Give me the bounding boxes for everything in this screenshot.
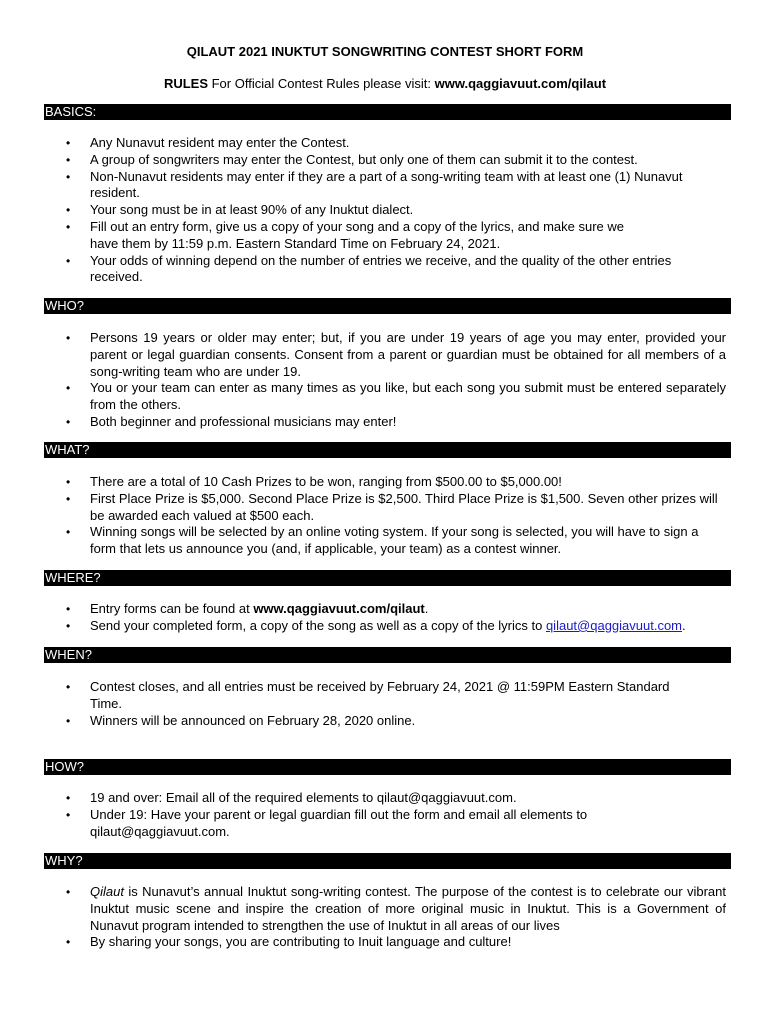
list-item: • Winning songs will be selected by an online voting system. If your song is selected, you will have to sign a form that lets us announce you (and, if applicable, your team) as a contest winner.: [66, 524, 699, 557]
bullet-icon: •: [66, 331, 71, 345]
bullet-icon: •: [66, 475, 71, 489]
bullet-icon: •: [66, 414, 71, 429]
list-item: • Qilaut is Nunavut’s annual Inuktut song-writing contest. The purpose of the contest is to celebrate our vibrant Inuktut music scene and inspire the creation of more original music in Inuktut. This is a Government of Nunavut program intended to strengthen the use of Inuktut in all areas of our lives: [66, 884, 726, 933]
bullet-icon: •: [66, 791, 71, 805]
list-item: • Fill out an entry form, give us a copy of your song and a copy of the lyrics, and make sure we have them by 11:59 p.m. Eastern Standard Time on February 24, 2021.: [66, 218, 624, 251]
bullet-icon: •: [66, 618, 71, 633]
list-item: • You or your team can enter as many times as you like, but each song you submit must be entered separately from the others.: [66, 380, 726, 413]
entry-form-url[interactable]: www.qaggiavuut.com/qilaut: [253, 601, 425, 616]
where-list: [64, 601, 726, 635]
list-item: • Both beginner and professional musicians may enter!: [66, 413, 397, 429]
bullet-icon: •: [66, 680, 71, 694]
bullet-icon: •: [66, 219, 71, 234]
bullet-icon: •: [66, 491, 71, 506]
bullet-icon: •: [66, 602, 71, 616]
bullet-icon: •: [66, 253, 71, 268]
list-item: • Winners will be announced on February 28, 2020 online.: [66, 712, 416, 728]
list-item: • Under 19: Have your parent or legal guardian fill out the form and email all elements to qilaut@qaggiavuut.com.: [66, 806, 588, 839]
section-heading-who: WHO?: [44, 298, 731, 314]
list-item: • First Place Prize is $5,000. Second Place Prize is $2,500. Third Place Prize is $1,500. Seven other prizes will be awarded each valued at $500 each.: [66, 490, 718, 523]
rules-line: [0, 76, 770, 91]
section-heading-when: WHEN?: [44, 647, 731, 663]
when-list: [64, 679, 726, 729]
list-item: • A group of songwriters may enter the Contest, but only one of them can submit it to the contest.: [66, 151, 638, 167]
section-heading-why: WHY?: [44, 853, 731, 869]
what-list: [64, 474, 726, 558]
list-item: • Send your completed form, a copy of the song as well as a copy of the lyrics to qilaut@qaggiavuut.com.: [66, 617, 686, 633]
list-item: • There are a total of 10 Cash Prizes to be won, ranging from $500.00 to $5,000.00!: [66, 474, 562, 489]
list-item: • Contest closes, and all entries must be received by February 24, 2021 @ 11:59PM Eastern Standard Time.: [66, 679, 670, 711]
list-item: • Your odds of winning depend on the number of entries we receive, and the quality of the other entries received.: [66, 252, 672, 285]
section-heading-what: WHAT?: [44, 442, 731, 458]
bullet-icon: •: [66, 381, 71, 396]
bullet-icon: •: [66, 203, 71, 218]
how-list: [64, 790, 726, 840]
why-list: [64, 884, 726, 951]
rules-url[interactable]: www.qaggiavuut.com/qilaut: [434, 76, 607, 91]
page-title: QILAUT 2021 INUKTUT SONGWRITING CONTEST SHORT FORM: [186, 44, 584, 59]
bullet-icon: •: [66, 525, 71, 540]
bullet-icon: •: [66, 885, 71, 899]
section-heading-basics: BASICS:: [44, 104, 731, 120]
list-item: • Your song must be in at least 90% of any Inuktut dialect.: [66, 202, 414, 218]
list-item: • By sharing your songs, you are contributing to Inuit language and culture!: [66, 934, 512, 950]
section-heading-how: HOW?: [44, 759, 731, 775]
list-item: • Persons 19 years or older may enter; but, if you are under 19 years of age you may enter, provided your parent or legal guardian consents. Consent from a parent or guardian must be obtained for all members of a song-writing team who are under 19.: [66, 330, 726, 379]
bullet-icon: •: [66, 935, 71, 950]
bullet-icon: •: [66, 152, 71, 167]
rules-text: For Official Contest Rules please visit:: [208, 76, 435, 91]
list-item: • 19 and over: Email all of the required elements to qilaut@qaggiavuut.com.: [66, 790, 517, 805]
bullet-icon: •: [66, 136, 71, 150]
rules-label: RULES: [163, 76, 208, 91]
bullet-icon: •: [66, 169, 71, 184]
who-list: [64, 330, 726, 431]
list-item: • Entry forms can be found at www.qaggiavuut.com/qilaut.: [66, 601, 429, 616]
bullet-icon: •: [66, 713, 71, 728]
list-item: • Any Nunavut resident may enter the Contest.: [66, 135, 350, 150]
email-link[interactable]: qilaut@qaggiavuut.com: [545, 617, 683, 633]
section-heading-where: WHERE?: [44, 570, 731, 586]
list-item: • Non-Nunavut residents may enter if they are a part of a song-writing team with at least one (1) Nunavut resident.: [66, 168, 683, 201]
bullet-icon: •: [66, 807, 71, 822]
basics-list: [64, 135, 726, 286]
